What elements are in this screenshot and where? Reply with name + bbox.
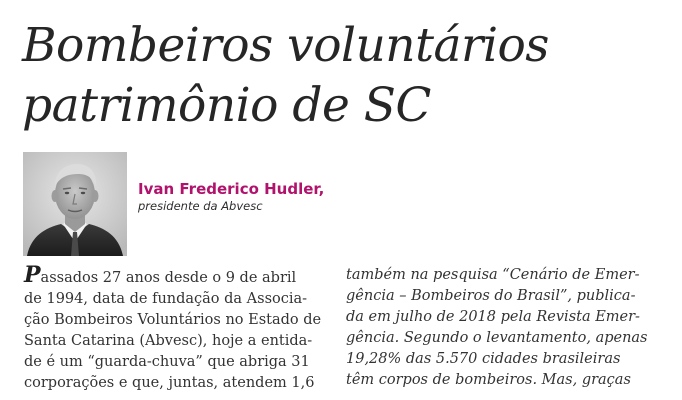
drop-cap: P [24, 262, 41, 288]
body-column-left [24, 262, 324, 394]
body-line: ção Bombeiros Voluntários no Estado de [24, 312, 322, 328]
body-line: da em julho de 2018 pela Revista Emer- [346, 309, 640, 325]
author-name: Ivan Frederico Hudler, [138, 180, 325, 198]
body-line: também na pesquisa “Cenário de Emer- [346, 267, 640, 283]
headline-line-2: patrimônio de SC [22, 78, 431, 133]
body-line: de 1994, data de fundação da Associa- [24, 291, 308, 307]
body-line: corporações e que, juntas, atendem 1,6 [24, 375, 315, 391]
body-line-text: assados 27 anos desde o 9 de abril [40, 270, 297, 286]
author-portrait-image [23, 152, 127, 256]
body-line: Santa Catarina (Abvesc), hoje a entida- [24, 333, 313, 349]
author-photo [23, 152, 127, 256]
body-line [24, 262, 324, 289]
body-line: gência – Bombeiros do Brasil”, publica- [346, 288, 636, 304]
headline-line-1: Bombeiros voluntários [22, 18, 549, 73]
author-role: presidente da Abvesc [138, 199, 263, 213]
author-byline [138, 180, 438, 214]
body-line: de é um “guarda-chuva” que abriga 31 [24, 354, 310, 370]
body-column-right [346, 265, 646, 391]
body-line: 19,28% das 5.570 cidades brasileiras [346, 351, 621, 367]
body-line: têm corpos de bombeiros. Mas, graças [346, 372, 631, 388]
article-headline [22, 16, 682, 136]
body-line: gência. Segundo o levantamento, apenas [346, 330, 648, 346]
